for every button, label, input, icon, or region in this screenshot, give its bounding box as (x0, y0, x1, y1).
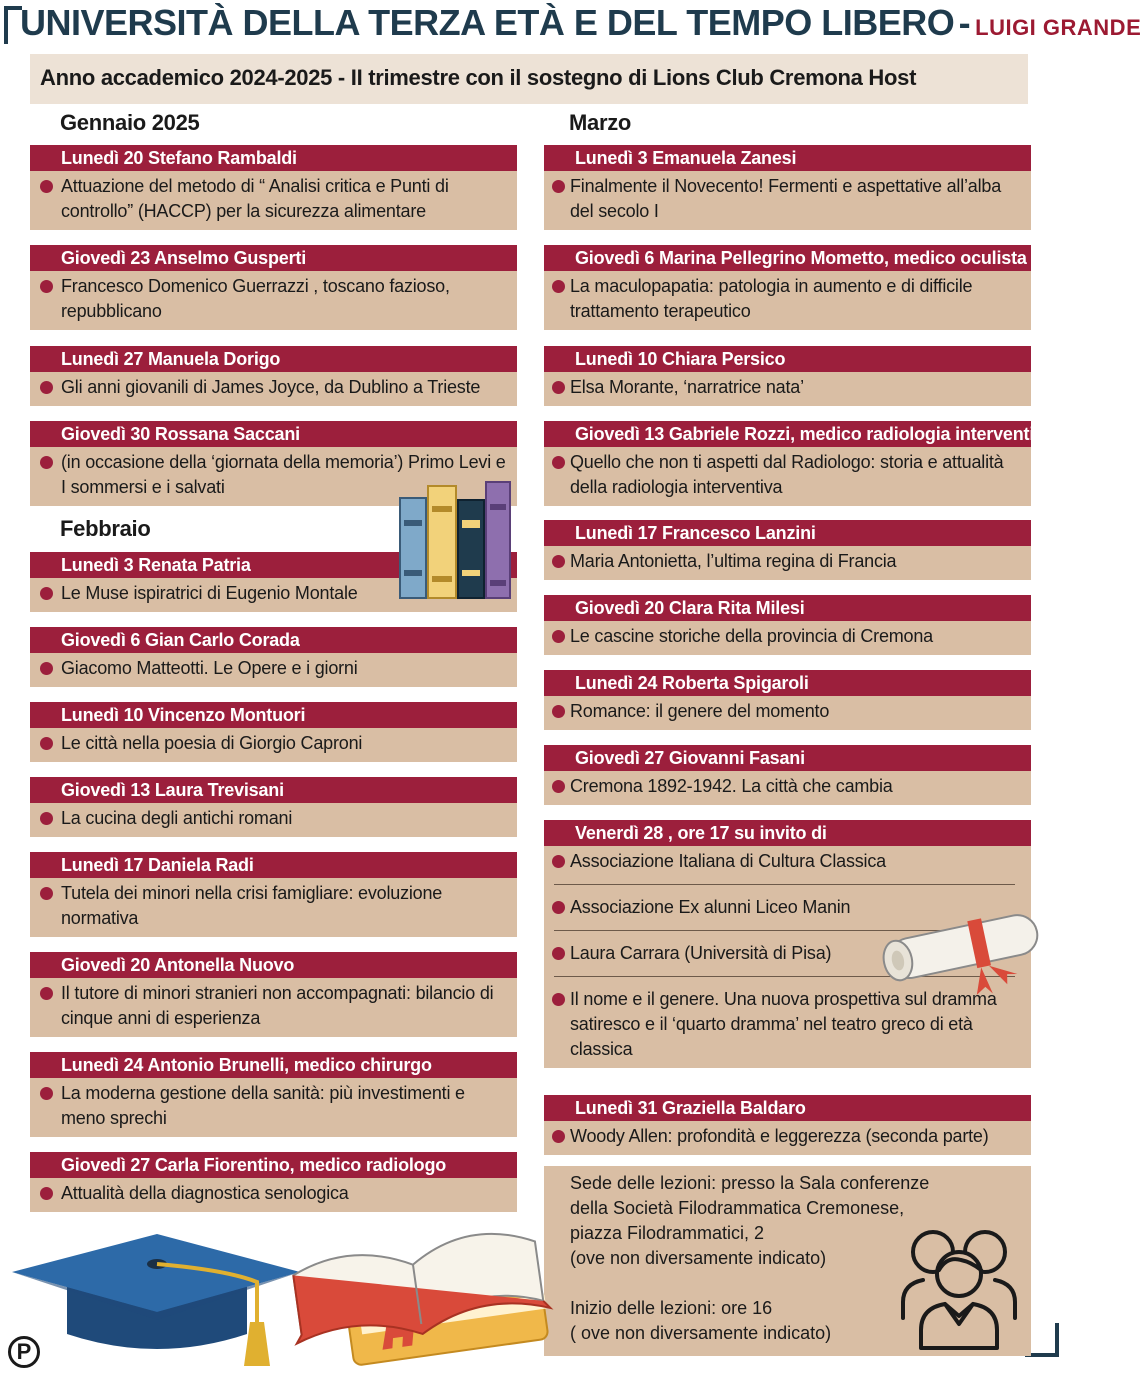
lesson-topic (544, 375, 1025, 400)
lesson-header: Giovedì 23 Anselmo Gusperti (30, 245, 517, 271)
info-start-line: Inizio delle lezioni: ore 16 (570, 1298, 773, 1318)
bullet-icon (552, 855, 565, 868)
lesson-header: Lunedì 17 Francesco Lanzini (544, 520, 1031, 546)
bullet-icon (552, 780, 565, 793)
lesson-topic (30, 656, 511, 681)
lesson-body (544, 171, 1031, 230)
publisher-logo-icon: P (8, 1336, 40, 1368)
lesson-header: Lunedì 31 Graziella Baldaro (544, 1095, 1031, 1121)
month-heading-january: Gennaio 2025 (60, 110, 200, 135)
lesson-card (544, 245, 1031, 330)
title-text: UNIVERSITÀ DELLA TERZA ETÀ E DEL TEMPO LIBERO (20, 2, 955, 43)
lesson-body (544, 621, 1031, 655)
lesson-card (544, 421, 1054, 506)
lesson-header: Lunedì 24 Antonio Brunelli, medico chirurgo (30, 1052, 517, 1078)
lesson-card (544, 595, 1031, 655)
lesson-card (544, 670, 1031, 730)
lesson-header: Lunedì 27 Manuela Dorigo (30, 346, 517, 372)
lesson-card (30, 145, 517, 230)
lesson-topic (544, 987, 1025, 1062)
diploma-scroll-icon (876, 896, 1056, 992)
bullet-icon (40, 812, 53, 825)
month-heading-february: Febbraio (60, 516, 151, 541)
lesson-card (544, 1095, 1031, 1155)
bullet-icon (552, 705, 565, 718)
lesson-topic (30, 1081, 511, 1131)
page-title (20, 2, 1141, 44)
lesson-header: Lunedì 20 Stefano Rambaldi (30, 145, 517, 171)
bullet-icon (40, 737, 53, 750)
lesson-topic-text: Attuazione del metodo di “ Analisi critica e Punti di controllo” (HACCP) per la sicurezza alimentare (61, 176, 449, 221)
lesson-body (30, 878, 517, 937)
lesson-topic-text: Finalmente il Novecento! Fermenti e aspettative all’alba del secolo I (570, 176, 1002, 221)
lesson-body (30, 171, 517, 230)
bullet-icon (552, 630, 565, 643)
bullet-icon (552, 993, 565, 1006)
lesson-topic (544, 274, 1025, 324)
lesson-topic (544, 849, 1025, 874)
lesson-topic (544, 1124, 1025, 1149)
lesson-header: Giovedì 6 Gian Carlo Corada (30, 627, 517, 653)
lesson-topic-text: Cremona 1892-1942. La città che cambia (570, 776, 893, 796)
lesson-body (30, 728, 517, 762)
lesson-card (544, 520, 1031, 580)
lesson-header: Giovedì 13 Laura Trevisani (30, 777, 517, 803)
bullet-icon (40, 1087, 53, 1100)
lesson-topic (30, 375, 511, 400)
lesson-header: Lunedì 24 Roberta Spigaroli (544, 670, 1031, 696)
topic-divider (554, 884, 1015, 885)
lesson-header: Giovedì 27 Carla Fiorentino, medico radiologo (30, 1152, 517, 1178)
lesson-topic (544, 774, 1025, 799)
bullet-icon (40, 280, 53, 293)
lesson-topic-text: Maria Antonietta, l’ultima regina di Francia (570, 551, 897, 571)
bullet-icon (552, 1130, 565, 1143)
lesson-topic (30, 881, 511, 931)
lesson-topic (30, 981, 511, 1031)
lesson-header: Lunedì 10 Chiara Persico (544, 346, 1031, 372)
lesson-topic (544, 699, 1025, 724)
bullet-icon (40, 662, 53, 675)
people-icon (895, 1222, 1023, 1352)
lesson-header: Giovedì 20 Clara Rita Milesi (544, 595, 1031, 621)
subtitle-banner: Anno accademico 2024-2025 - II trimestre con il sostegno di Lions Club Cremona Host (30, 54, 1028, 104)
lesson-topic-text: Le cascine storiche della provincia di Cremona (570, 626, 933, 646)
lesson-topic-text: Le Muse ispiratrici di Eugenio Montale (61, 583, 358, 603)
lesson-card (30, 346, 517, 406)
lesson-topic-text: Le città nella poesia di Giorgio Caproni (61, 733, 363, 753)
bullet-icon (40, 987, 53, 1000)
lesson-topic-text: Francesco Domenico Guerrazzi , toscano fazioso, repubblicano (61, 276, 450, 321)
lesson-body (544, 696, 1031, 730)
lesson-body (544, 447, 1031, 506)
lesson-card (30, 1052, 517, 1137)
lesson-topic-text: Associazione Ex alunni Liceo Manin (570, 897, 851, 917)
lesson-topic-text: Elsa Morante, ‘narratrice nata’ (570, 377, 804, 397)
title-author: LUIGI GRANDE (975, 15, 1141, 40)
bullet-icon (40, 587, 53, 600)
bullet-icon (40, 1187, 53, 1200)
bullet-icon (552, 381, 565, 394)
lesson-topic-text: La moderna gestione della sanità: più investimenti e meno sprechi (61, 1083, 465, 1128)
title-dash: - (958, 2, 971, 43)
lesson-body (30, 978, 517, 1037)
info-venue-line: piazza Filodrammatici, 2 (570, 1223, 765, 1243)
lesson-body (544, 1121, 1031, 1155)
lesson-topic-text: Attualità della diagnostica senologica (61, 1183, 349, 1203)
lesson-body (544, 546, 1031, 580)
open-books-icon (286, 1200, 552, 1372)
lesson-header: Venerdì 28 , ore 17 su invito di (544, 820, 1031, 846)
lesson-body (30, 372, 517, 406)
lesson-body (544, 271, 1031, 330)
lesson-card (30, 777, 517, 837)
lesson-topic-text: Laura Carrara (Università di Pisa) (570, 943, 832, 963)
lesson-card (30, 245, 517, 330)
books-icon (398, 480, 514, 600)
info-venue-line: della Società Filodrammatica Cremonese, (570, 1198, 905, 1218)
lesson-card (544, 346, 1031, 406)
lesson-header: Giovedì 27 Giovanni Fasani (544, 745, 1031, 771)
graduation-cap-icon (12, 1216, 302, 1372)
lesson-topic-text: Romance: il genere del momento (570, 701, 830, 721)
lesson-topic (544, 624, 1025, 649)
lesson-card (30, 952, 517, 1037)
bullet-icon (40, 456, 53, 469)
lesson-header: Lunedì 3 Emanuela Zanesi (544, 145, 1031, 171)
lesson-topic-text: La maculopapatia: patologia in aumento e di difficile trattamento terapeutico (570, 276, 973, 321)
lesson-body (30, 653, 517, 687)
lesson-body (544, 372, 1031, 406)
lesson-header: Lunedì 3 Renata Patria (30, 552, 517, 578)
lesson-topic-text: (in occasione della ‘giornata della memoria’) Primo Levi e I sommersi e i salvati (61, 452, 506, 497)
info-venue-line: Sede delle lezioni: presso la Sala conferenze (570, 1173, 930, 1193)
lesson-card (30, 627, 517, 687)
bullet-icon (552, 280, 565, 293)
lesson-topic (30, 806, 511, 831)
lesson-header: Lunedì 17 Daniela Radi (30, 852, 517, 878)
lesson-header: Giovedì 13 Gabriele Rozzi, medico radiologia interventiva (544, 421, 1031, 447)
lesson-topic-text: Gli anni giovanili di James Joyce, da Dublino a Trieste (61, 377, 481, 397)
lesson-body (30, 803, 517, 837)
lesson-topic (30, 274, 511, 324)
lesson-header: Giovedì 30 Rossana Saccani (30, 421, 517, 447)
bullet-icon (40, 381, 53, 394)
lesson-topic (544, 174, 1025, 224)
lesson-body (544, 771, 1031, 805)
bullet-icon (552, 180, 565, 193)
lesson-topic-text: Il tutore di minori stranieri non accompagnati: bilancio di cinque anni di esperienza (61, 983, 494, 1028)
lesson-header: Lunedì 10 Vincenzo Montuori (30, 702, 517, 728)
lesson-header: Giovedì 20 Antonella Nuovo (30, 952, 517, 978)
lesson-topic (30, 174, 511, 224)
lesson-topic (30, 731, 511, 756)
lesson-card (544, 145, 1031, 230)
bullet-icon (552, 947, 565, 960)
bullet-icon (552, 901, 565, 914)
lesson-header: Giovedì 6 Marina Pellegrino Mometto, medico oculista (544, 245, 1031, 271)
lesson-topic-text: Il nome e il genere. Una nuova prospettiva sul dramma satiresco e il ‘quarto dramma’ nel teatro greco di età classica (570, 989, 997, 1059)
lesson-topic-text: Woody Allen: profondità e leggerezza (seconda parte) (570, 1126, 989, 1146)
bullet-icon (40, 887, 53, 900)
bullet-icon (552, 456, 565, 469)
lesson-card (544, 745, 1031, 805)
lesson-body (30, 271, 517, 330)
lesson-card (30, 852, 517, 937)
lesson-topic-text: Quello che non ti aspetti dal Radiologo: storia e attualità della radiologia interventiva (570, 452, 1004, 497)
bullet-icon (40, 180, 53, 193)
month-heading-march: Marzo (569, 110, 632, 135)
lesson-topic (544, 450, 1025, 500)
lesson-topic-text: Tutela dei minori nella crisi famigliare: evoluzione normativa (61, 883, 443, 928)
info-venue-line: (ove non diversamente indicato) (570, 1248, 827, 1268)
lesson-topic-text: Associazione Italiana di Cultura Classica (570, 851, 886, 871)
lesson-body (30, 1078, 517, 1137)
bullet-icon (552, 555, 565, 568)
lesson-card (30, 702, 517, 762)
lesson-topic (544, 549, 1025, 574)
info-start-line: ( ove non diversamente indicato) (570, 1323, 832, 1343)
lesson-topic-text: La cucina degli antichi romani (61, 808, 293, 828)
lesson-topic-text: Giacomo Matteotti. Le Opere e i giorni (61, 658, 358, 678)
